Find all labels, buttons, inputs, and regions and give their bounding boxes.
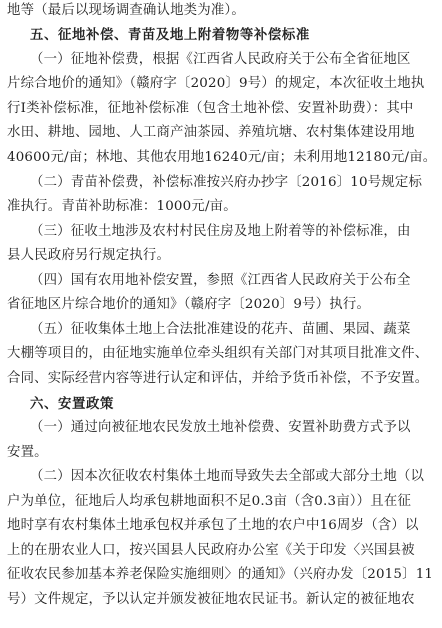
paragraph-line: （二）因本次征收农村集体土地而导致失去全部或大部分土地（以 <box>30 469 425 484</box>
paragraph-line: （四）国有农用地补偿安置，参照《江西省人民政府关于公布全 <box>30 273 411 288</box>
paragraph-line: 行Ⅰ类补偿标准，征地补偿标准（包含土地补偿、安置补助费）：其中 <box>7 101 414 116</box>
section-heading: 五、征地补偿、青苗及地上附着物等补偿标准 <box>30 27 310 43</box>
paragraph-line: 县人民政府另行规定执行。 <box>7 248 171 263</box>
paragraph-line: （三）征收土地涉及农村村民住房及地上附着等的补偿标准，由 <box>30 224 411 239</box>
paragraph-line: 大棚等项目的，由征地实施单位牵头组织有关部门对其项目批准文件、 <box>7 346 429 361</box>
paragraph-line: 上的在册农业人口，按兴国县人民政府办公室《关于印发〈兴国县被 <box>7 543 415 558</box>
paragraph-line: （五）征收集体土地上合法批准建设的花卉、苗圃、果园、蔬菜 <box>30 322 411 337</box>
section-heading: 六、安置政策 <box>30 396 114 412</box>
paragraph-line: 省征地区片综合地价的通知》（赣府字〔2020〕9号）执行。 <box>7 297 371 312</box>
paragraph-line: 号）文件规定，予以认定并颁发被征地农民证书。新认定的被征地农 <box>7 592 415 607</box>
paragraph-line: 片综合地价的通知》（赣府字〔2020〕9号）的规定，本次征收土地执 <box>7 76 425 91</box>
paragraph-line: 安置。 <box>7 445 48 460</box>
paragraph-line: 户为单位，征地后人均承包耕地面积不足0.3亩（含0.3亩））且在征 <box>7 494 412 509</box>
paragraph-line: 合同、实际经营内容等进行认定和评估，并给予货币补偿，不予安置。 <box>7 371 429 386</box>
paragraph-line: 40600元/亩；林地、其他农用地16240元/亩；未利用地12180元/亩。 <box>7 150 437 165</box>
paragraph-line: 地时享有农村集体土地承包权并承包了土地的农户中16周岁（含）以 <box>7 518 419 533</box>
paragraph-line: 征收农民参加基本养老保险实施细则〉的通知》（兴府办发〔2015〕11 <box>7 567 434 582</box>
paragraph-line: （一）征地补偿费，根据《江西省人民政府关于公布全省征地区 <box>30 52 411 67</box>
paragraph-line: （二）青苗补偿费，补偿标准按兴府办抄字〔2016〕10号规定标 <box>30 175 423 190</box>
paragraph-line: 地等（最后以现场调查确认地类为准）。 <box>7 3 245 18</box>
paragraph-line: 准执行。青苗补助标准：1000元/亩。 <box>7 199 237 214</box>
paragraph-line: （一）通过向被征地农民发放土地补偿费、安置补助费方式予以 <box>30 420 411 435</box>
paragraph-line: 水田、耕地、园地、人工商产油茶园、养殖坑塘、农村集体建设用地 <box>7 125 415 140</box>
